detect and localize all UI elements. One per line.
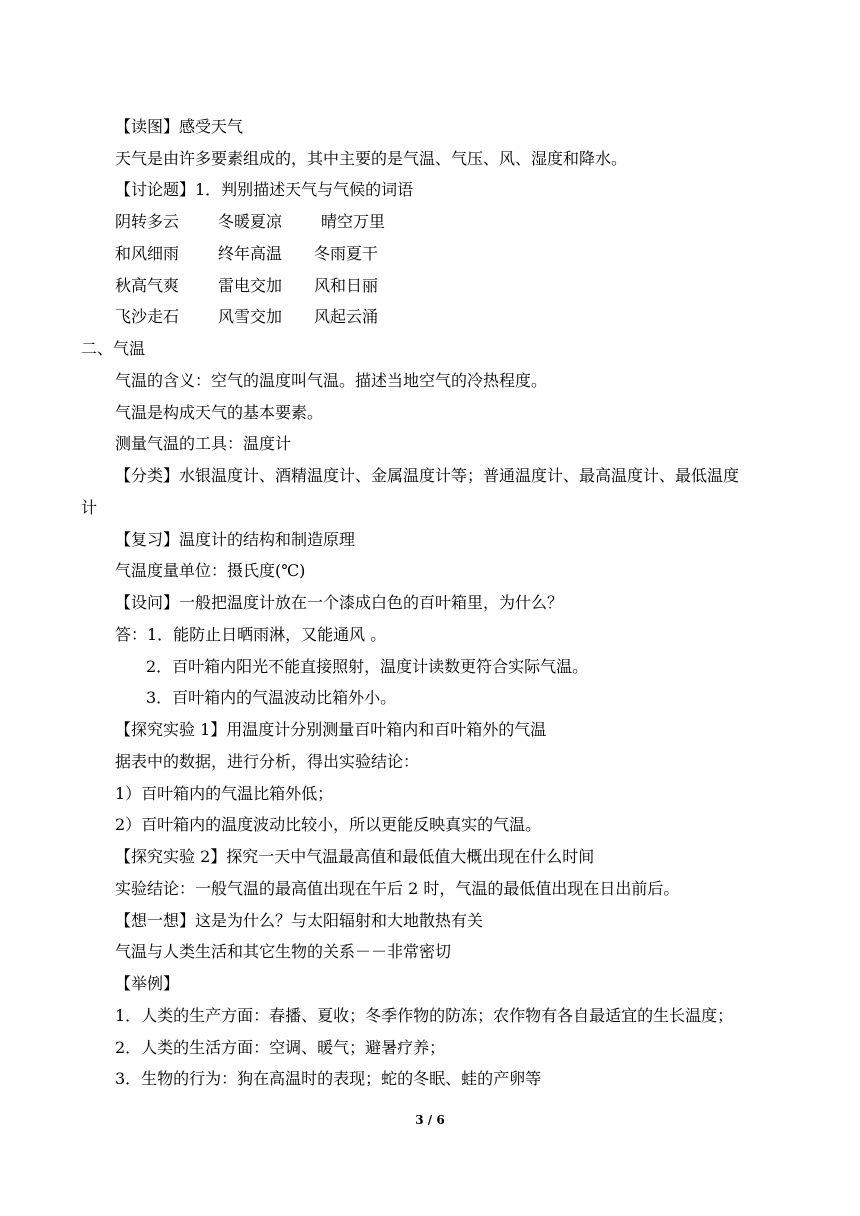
paragraph-experiment-conclusion: 实验结论：一般气温的最高值出现在午后 2 时，气温的最低值出现在日出前后。 xyxy=(115,879,680,898)
answer-item-2: 2．百叶箱内阳光不能直接照射，温度计读数更符合实际气温。 xyxy=(146,657,589,676)
word-cell: 晴空万里 xyxy=(321,212,386,231)
example-item-1: 1．人类的生产方面：春播、夏收；冬季作物的防冻；农作物有各自最适宜的生长温度； xyxy=(115,1006,734,1025)
paragraph-review: 【复习】温度计的结构和制造原理 xyxy=(115,530,356,549)
paragraph-tool: 测量气温的工具：温度计 xyxy=(115,434,292,453)
example-item-3: 3．生物的行为：狗在高温时的表现；蛇的冬眠、蛙的产卵等 xyxy=(115,1069,542,1088)
word-cell: 和风细雨 xyxy=(115,244,180,263)
example-item-2: 2．人类的生活方面：空调、暖气；避暑疗养； xyxy=(115,1038,446,1057)
word-cell: 终年高温 xyxy=(218,244,283,263)
conclusion-item-1: 1）百叶箱内的气温比箱外低； xyxy=(115,784,334,803)
word-cell: 阴转多云 xyxy=(115,212,180,231)
word-cell: 雷电交加 xyxy=(218,276,283,295)
paragraph-basic-element: 气温是构成天气的基本要素。 xyxy=(115,403,324,422)
paragraph-definition: 气温的含义：空气的温度叫气温。描述当地空气的冷热程度。 xyxy=(115,371,548,390)
answer-item-1: 答：1．能防止日晒雨淋，又能通风 。 xyxy=(115,625,387,644)
paragraph-analysis: 据表中的数据，进行分析，得出实验结论： xyxy=(115,752,420,771)
conclusion-item-2: 2）百叶箱内的温度波动比较小，所以更能反映真实的气温。 xyxy=(115,815,542,834)
word-cell: 秋高气爽 xyxy=(115,276,180,295)
heading-discussion: 【讨论题】1．判别描述天气与气候的词语 xyxy=(115,180,414,199)
paragraph-unit: 气温度量单位：摄氏度(℃) xyxy=(115,561,306,580)
word-cell: 风和日丽 xyxy=(314,276,379,295)
paragraph-relation: 气温与人类生活和其它生物的关系－－非常密切 xyxy=(115,942,452,961)
answer-item-3: 3．百叶箱内的气温波动比箱外小。 xyxy=(146,688,397,707)
paragraph-experiment-1: 【探究实验 1】用温度计分别测量百叶箱内和百叶箱外的气温 xyxy=(115,720,547,739)
word-cell: 风雪交加 xyxy=(218,307,283,326)
word-cell: 冬雨夏干 xyxy=(314,244,379,263)
paragraph-question: 【设问】一般把温度计放在一个漆成白色的百叶箱里，为什么？ xyxy=(115,593,564,612)
paragraph-classification-cont: 计 xyxy=(81,498,98,517)
paragraph-classification: 【分类】水银温度计、酒精温度计、金属温度计等；普通温度计、最高温度计、最低温度 xyxy=(115,466,740,485)
word-cell: 风起云涌 xyxy=(314,307,379,326)
paragraph-weather-elements: 天气是由许多要素组成的，其中主要的是气温、气压、风、湿度和降水。 xyxy=(115,149,628,168)
heading-examples: 【举例】 xyxy=(115,974,180,993)
paragraph-experiment-2: 【探究实验 2】探究一天中气温最高值和最低值大概出现在什么时间 xyxy=(115,847,595,866)
page-number: 3 / 6 xyxy=(415,1113,445,1127)
section-heading-temperature: 二、气温 xyxy=(81,339,146,358)
word-cell: 飞沙走石 xyxy=(115,307,180,326)
word-cell: 冬暖夏凉 xyxy=(218,212,283,231)
heading-read-figure: 【读图】感受天气 xyxy=(115,117,244,136)
paragraph-think: 【想一想】这是为什么？与太阳辐射和大地散热有关 xyxy=(115,911,484,930)
